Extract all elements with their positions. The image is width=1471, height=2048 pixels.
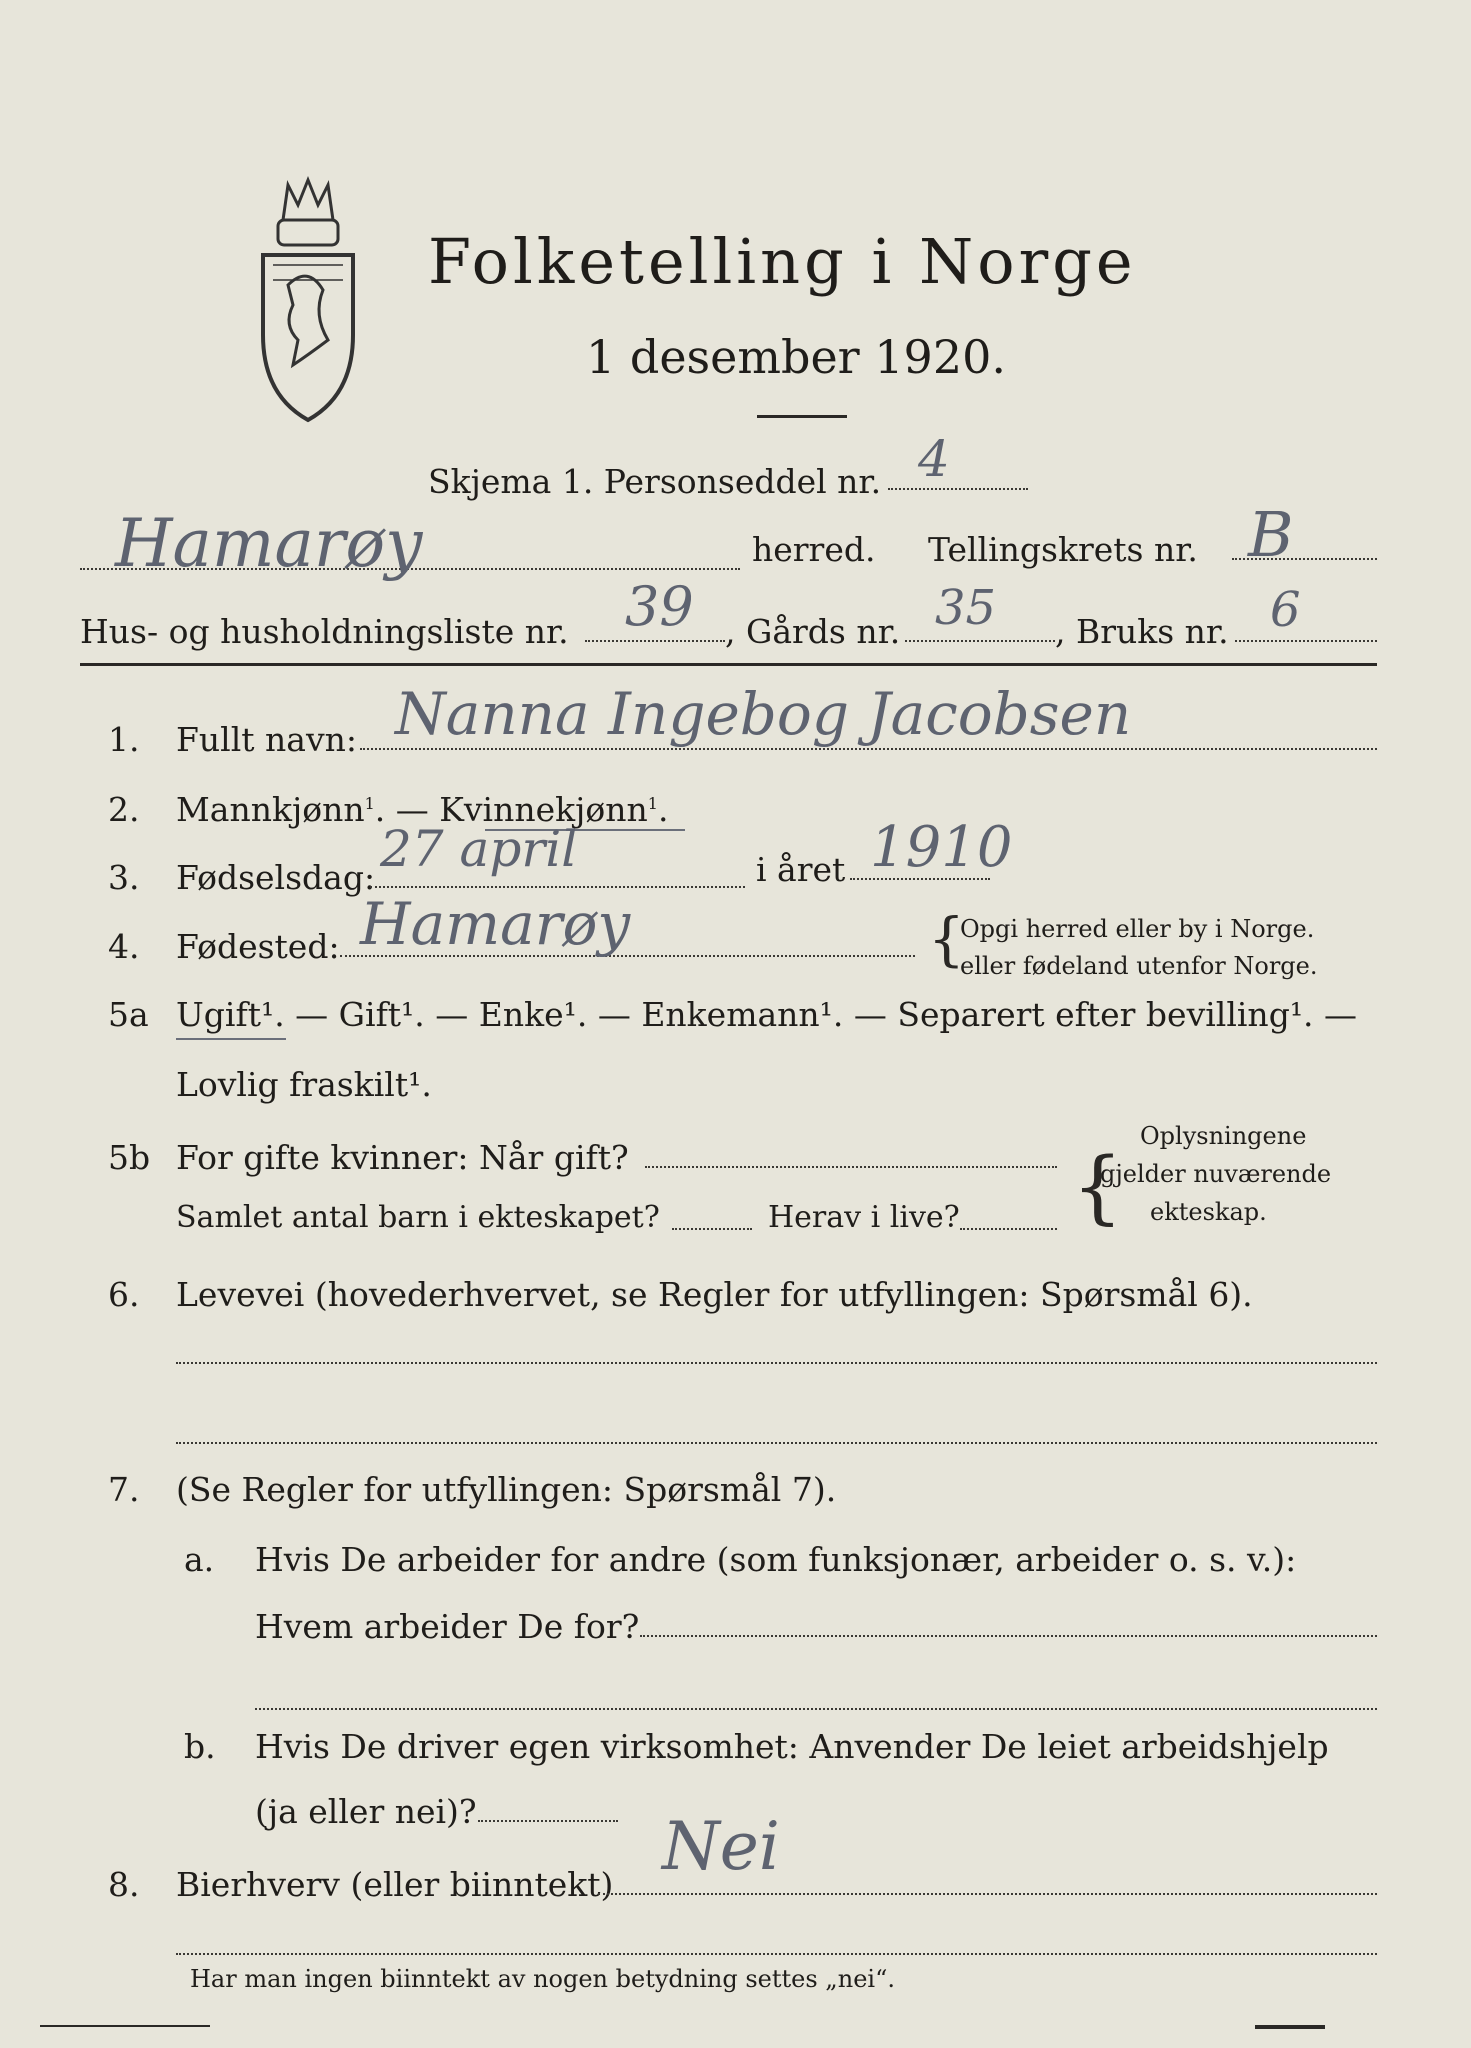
bottom-mark-left xyxy=(40,2025,210,2027)
q7-number: 7. xyxy=(108,1470,140,1509)
bruks-value: 6 xyxy=(1270,582,1301,638)
bruks-label: , Bruks nr. xyxy=(1055,612,1229,651)
q8-label: Bierhverv (eller biinntekt) xyxy=(176,1865,614,1904)
q5a-number: 5a xyxy=(108,995,149,1034)
q5b-children-line xyxy=(672,1228,752,1230)
q5b-alive-label: Herav i live? xyxy=(768,1200,960,1235)
q3-label: Fødselsdag: xyxy=(176,858,376,897)
q1-line xyxy=(360,748,1377,750)
husholdningsliste-label: Hus- og husholdningsliste nr. xyxy=(80,612,569,651)
q5b-note-3: ekteskap. xyxy=(1150,1198,1267,1226)
q6-label: Levevei (hovederhvervet, se Regler for utfyllingen: Spørsmål 6). xyxy=(176,1275,1253,1314)
q6-number: 6. xyxy=(108,1275,140,1314)
q6-line-1 xyxy=(176,1362,1377,1364)
form-title: Folketelling i Norge xyxy=(428,225,1137,298)
q2-mann-sup: 1 xyxy=(364,794,375,813)
q8-line-extra xyxy=(176,1953,1377,1955)
q5b-number: 5b xyxy=(108,1138,151,1177)
q7a-line-1: Hvis De arbeider for andre (som funksjonær, arbeider o. s. v.): xyxy=(255,1540,1297,1579)
q7b-line xyxy=(478,1820,618,1822)
q3-number: 3. xyxy=(108,858,140,897)
q4-number: 4. xyxy=(108,927,140,966)
q2-number: 2. xyxy=(108,790,140,829)
q2-kvinne-sup: 1 xyxy=(647,794,658,813)
birth-date-value: 27 april xyxy=(380,820,578,878)
q4-label: Fødested: xyxy=(176,927,340,966)
q7-label: (Se Regler for utfyllingen: Spørsmål 7). xyxy=(176,1470,837,1509)
tellingskrets-label: Tellingskrets nr. xyxy=(928,530,1198,569)
q7a-line-2: Hvem arbeider De for? xyxy=(255,1607,640,1646)
tellingskrets-value: B xyxy=(1248,498,1294,571)
husholdningsliste-line xyxy=(585,640,725,642)
birthplace-value: Hamarøy xyxy=(360,890,631,958)
q5b-note-1: Oplysningene xyxy=(1140,1122,1307,1150)
coat-of-arms-icon xyxy=(248,165,368,425)
husholdningsliste-value: 39 xyxy=(625,575,694,638)
personseddel-number: 4 xyxy=(918,430,950,488)
q7b-line-1: Hvis De driver egen virksomhet: Anvender De leiet arbeidshjelp xyxy=(255,1727,1329,1766)
q7a-number: a. xyxy=(184,1540,215,1579)
ugift-underline xyxy=(176,1038,286,1040)
q2-end-2: . xyxy=(657,790,669,829)
footnote: Har man ingen biinntekt av nogen betydning settes „nei“. xyxy=(190,1965,895,1993)
q5a-line-2: Lovlig fraskilt¹. xyxy=(176,1065,432,1104)
census-date: 1 desember 1920. xyxy=(586,330,1006,384)
bierhverv-value: Nei xyxy=(662,1808,780,1885)
q8-number: 8. xyxy=(108,1865,140,1904)
q5b-children-label: Samlet antal barn i ekteskapet? xyxy=(176,1200,660,1235)
q2-kvinne: Kvinnekjønn xyxy=(439,790,648,829)
q2-mann: Mannkjønn xyxy=(176,790,365,829)
q7a-line-extra xyxy=(255,1708,1377,1710)
q5b-note-2: gjelder nuværende xyxy=(1100,1160,1332,1188)
q1-number: 1. xyxy=(108,720,140,759)
q2-separator: — xyxy=(385,790,440,829)
q6-line-2 xyxy=(176,1442,1377,1444)
q5b-when-line xyxy=(645,1166,1057,1168)
gards-line xyxy=(905,640,1055,642)
q7a-line xyxy=(640,1635,1377,1637)
q5b-brace: { xyxy=(1072,1140,1123,1233)
gards-label: , Gårds nr. xyxy=(725,612,901,651)
q3-aret-label: i året xyxy=(756,850,846,889)
q4-note-2: eller fødeland utenfor Norge. xyxy=(960,952,1318,980)
herred-value: Hamarøy xyxy=(115,505,423,582)
full-name-value: Nanna Ingebog Jacobsen xyxy=(395,680,1132,748)
title-divider xyxy=(757,415,847,418)
q4-brace: { xyxy=(928,905,965,973)
q4-note-1: Opgi herred eller by i Norge. xyxy=(960,915,1315,943)
q3-line xyxy=(370,886,745,888)
herred-label: herred. xyxy=(752,530,876,569)
q5b-line-1: For gifte kvinner: Når gift? xyxy=(176,1138,629,1177)
gards-value: 35 xyxy=(935,580,997,636)
q7b-line-2: (ja eller nei)? xyxy=(255,1792,477,1831)
q1-label: Fullt navn: xyxy=(176,720,357,759)
bruks-line xyxy=(1235,640,1377,642)
skjema-line xyxy=(888,488,1028,490)
header-divider xyxy=(80,663,1377,666)
skjema-label: Skjema 1. Personseddel nr. xyxy=(428,462,882,501)
bottom-mark-right xyxy=(1255,2025,1325,2029)
birth-year-value: 1910 xyxy=(870,815,1013,880)
q7b-number: b. xyxy=(184,1727,216,1766)
q5a-line-1: Ugift¹. — Gift¹. — Enke¹. — Enkemann¹. — Separert efter bevilling¹. — xyxy=(176,995,1358,1034)
q2-end-1: . xyxy=(374,790,386,829)
q5b-alive-line xyxy=(960,1228,1057,1230)
q8-line xyxy=(598,1893,1377,1895)
